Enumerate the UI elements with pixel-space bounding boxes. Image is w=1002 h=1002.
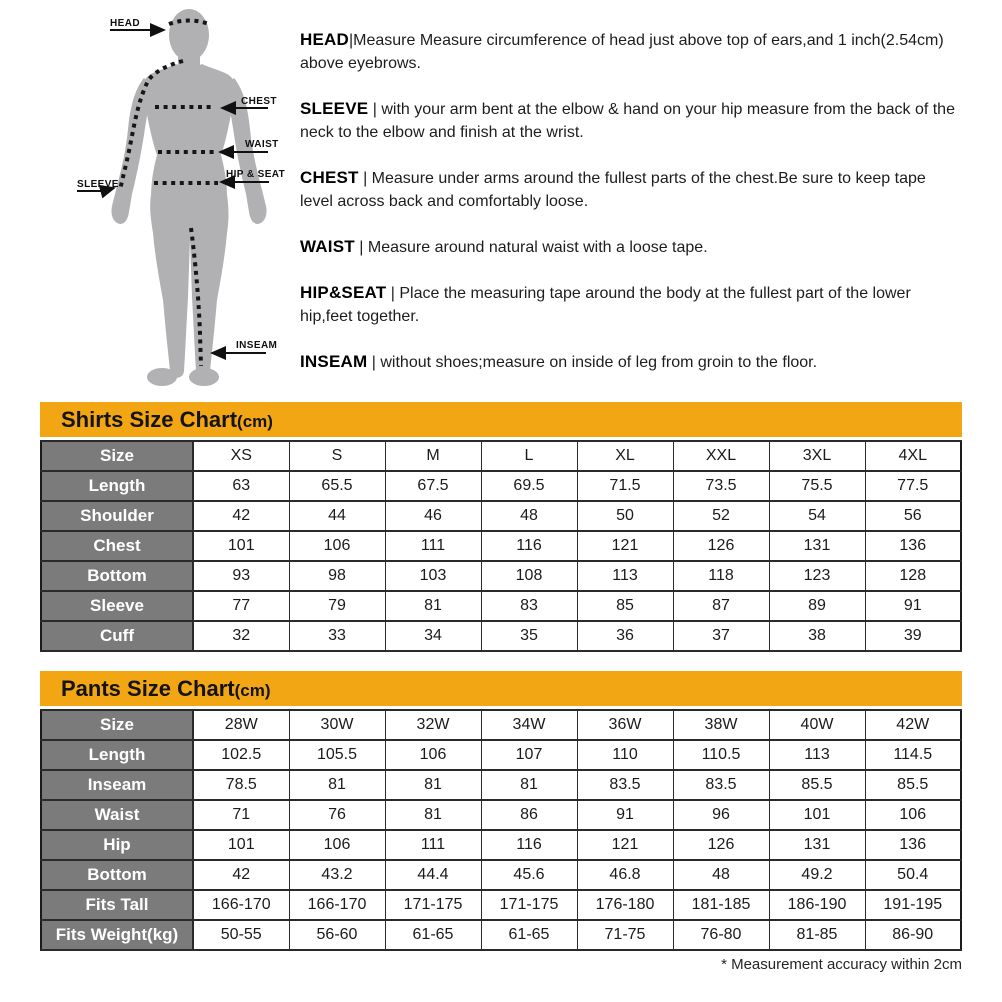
value-cell: 37 [673, 621, 769, 651]
value-cell: 35 [481, 621, 577, 651]
value-cell: 42 [193, 501, 289, 531]
value-cell: 111 [385, 531, 481, 561]
value-cell: 49.2 [769, 860, 865, 890]
value-cell: 101 [193, 531, 289, 561]
table-row [41, 591, 961, 621]
value-cell: 101 [193, 830, 289, 860]
definition-sleeve-text: with your arm bent at the elbow & hand on your hip measure from the back of the neck to the elbow and finish at the wrist. [300, 101, 955, 141]
value-cell: 89 [769, 591, 865, 621]
value-cell: 181-185 [673, 890, 769, 920]
human-silhouette [111, 9, 266, 386]
value-cell: XL [577, 441, 673, 471]
definition-head [300, 28, 960, 75]
table-row [41, 890, 961, 920]
pants-chart-title-unit: (cm) [234, 681, 271, 700]
definition-inseam [300, 350, 960, 374]
value-cell: 126 [673, 830, 769, 860]
value-cell: 54 [769, 501, 865, 531]
value-cell: 110.5 [673, 740, 769, 770]
inseam-label: INSEAM [236, 340, 278, 351]
value-cell: 56-60 [289, 920, 385, 950]
value-cell: 106 [385, 740, 481, 770]
pants-size-chart-section [40, 671, 962, 951]
value-cell: 176-180 [577, 890, 673, 920]
chest-label: CHEST [241, 96, 277, 107]
value-cell: 114.5 [865, 740, 961, 770]
value-cell: 61-65 [385, 920, 481, 950]
figure-legs [150, 195, 228, 378]
value-cell: 46 [385, 501, 481, 531]
value-cell: 38W [673, 710, 769, 740]
value-cell: 34W [481, 710, 577, 740]
value-cell: 39 [865, 621, 961, 651]
value-cell: 28W [193, 710, 289, 740]
value-cell: 96 [673, 800, 769, 830]
value-cell: M [385, 441, 481, 471]
definition-waist [300, 235, 960, 259]
definition-head-separator: | [348, 32, 354, 49]
body-measurement-diagram [54, 4, 299, 396]
table-row [41, 860, 961, 890]
row-label-cell: Hip [41, 830, 193, 860]
value-cell: 131 [769, 830, 865, 860]
row-label-cell: Length [41, 740, 193, 770]
figure-right-foot [189, 368, 219, 386]
value-cell: 121 [577, 531, 673, 561]
value-cell: 63 [193, 471, 289, 501]
sleeve-label: SLEEVE [77, 179, 119, 190]
row-label-cell: Inseam [41, 770, 193, 800]
head-callout [110, 18, 164, 30]
measurement-definitions [300, 28, 960, 396]
value-cell: 118 [673, 561, 769, 591]
value-cell: 32 [193, 621, 289, 651]
value-cell: L [481, 441, 577, 471]
table-row [41, 920, 961, 950]
value-cell: 40W [769, 710, 865, 740]
table-row [41, 501, 961, 531]
value-cell: 102.5 [193, 740, 289, 770]
value-cell: 4XL [865, 441, 961, 471]
value-cell: 73.5 [673, 471, 769, 501]
table-row [41, 800, 961, 830]
table-row [41, 710, 961, 740]
figure-left-foot [147, 368, 177, 386]
value-cell: 128 [865, 561, 961, 591]
value-cell: 105.5 [289, 740, 385, 770]
value-cell: 136 [865, 830, 961, 860]
value-cell: 86 [481, 800, 577, 830]
value-cell: 36 [577, 621, 673, 651]
value-cell: 43.2 [289, 860, 385, 890]
value-cell: 52 [673, 501, 769, 531]
table-row [41, 441, 961, 471]
value-cell: 121 [577, 830, 673, 860]
row-label-cell: Cuff [41, 621, 193, 651]
value-cell: 171-175 [481, 890, 577, 920]
value-cell: 85.5 [865, 770, 961, 800]
value-cell: 77.5 [865, 471, 961, 501]
row-label-cell: Length [41, 471, 193, 501]
definition-head-text: Measure Measure circumference of head just above top of ears,and 1 inch(2.54cm) above eyebrows. [300, 32, 944, 72]
value-cell: 107 [481, 740, 577, 770]
value-cell: 116 [481, 830, 577, 860]
value-cell: 171-175 [385, 890, 481, 920]
table-row [41, 830, 961, 860]
value-cell: 191-195 [865, 890, 961, 920]
value-cell: 61-65 [481, 920, 577, 950]
value-cell: 76-80 [673, 920, 769, 950]
value-cell: 83 [481, 591, 577, 621]
value-cell: 110 [577, 740, 673, 770]
table-row [41, 471, 961, 501]
definition-hip-seat-text: Place the measuring tape around the body at the fullest part of the lower hip,feet together. [300, 285, 911, 325]
pants-size-table [40, 709, 962, 951]
value-cell: 32W [385, 710, 481, 740]
definition-inseam-term: INSEAM [300, 352, 368, 371]
table-row [41, 740, 961, 770]
waist-label: WAIST [245, 139, 279, 150]
definition-chest-term: CHEST [300, 168, 359, 187]
table-row [41, 621, 961, 651]
value-cell: 111 [385, 830, 481, 860]
value-cell: 56 [865, 501, 961, 531]
definition-waist-separator: | [354, 239, 368, 256]
shirts-chart-title: Shirts Size Chart [61, 407, 238, 432]
value-cell: XXL [673, 441, 769, 471]
value-cell: 103 [385, 561, 481, 591]
value-cell: 81 [385, 800, 481, 830]
shirts-size-table [40, 440, 962, 652]
value-cell: 81-85 [769, 920, 865, 950]
definition-chest-text: Measure under arms around the fullest parts of the chest.Be sure to keep tape level across back and comfortably loose. [300, 170, 926, 210]
row-label-cell: Size [41, 710, 193, 740]
definition-sleeve [300, 97, 960, 144]
value-cell: 71.5 [577, 471, 673, 501]
value-cell: 106 [289, 531, 385, 561]
measurement-accuracy-footnote: * Measurement accuracy within 2cm [721, 956, 962, 973]
value-cell: 87 [673, 591, 769, 621]
value-cell: 48 [673, 860, 769, 890]
value-cell: 166-170 [289, 890, 385, 920]
table-row [41, 561, 961, 591]
shirts-size-chart-section [40, 402, 962, 652]
value-cell: 75.5 [769, 471, 865, 501]
value-cell: 136 [865, 531, 961, 561]
row-label-cell: Bottom [41, 561, 193, 591]
head-label: HEAD [110, 18, 140, 29]
value-cell: 79 [289, 591, 385, 621]
value-cell: 86-90 [865, 920, 961, 950]
shirts-chart-title-unit: (cm) [237, 412, 273, 431]
value-cell: 48 [481, 501, 577, 531]
value-cell: 76 [289, 800, 385, 830]
value-cell: 71-75 [577, 920, 673, 950]
row-label-cell: Size [41, 441, 193, 471]
value-cell: 67.5 [385, 471, 481, 501]
value-cell: 30W [289, 710, 385, 740]
value-cell: 113 [769, 740, 865, 770]
value-cell: 101 [769, 800, 865, 830]
definition-head-term: HEAD [300, 30, 349, 49]
table-row [41, 531, 961, 561]
pants-chart-title: Pants Size Chart [61, 676, 235, 701]
row-label-cell: Fits Tall [41, 890, 193, 920]
value-cell: 83.5 [673, 770, 769, 800]
value-cell: 45.6 [481, 860, 577, 890]
value-cell: 123 [769, 561, 865, 591]
value-cell: 83.5 [577, 770, 673, 800]
value-cell: 106 [865, 800, 961, 830]
value-cell: 85.5 [769, 770, 865, 800]
definition-chest-separator: | [358, 170, 372, 187]
value-cell: 38 [769, 621, 865, 651]
value-cell: 116 [481, 531, 577, 561]
row-label-cell: Sleeve [41, 591, 193, 621]
sleeve-callout [77, 179, 119, 191]
value-cell: 77 [193, 591, 289, 621]
definition-hip-seat-separator: | [386, 285, 400, 302]
value-cell: 81 [385, 591, 481, 621]
pants-chart-title-bar [40, 671, 962, 706]
value-cell: 46.8 [577, 860, 673, 890]
value-cell: 131 [769, 531, 865, 561]
value-cell: 81 [385, 770, 481, 800]
definition-inseam-text: without shoes;measure on inside of leg from groin to the floor. [380, 354, 818, 371]
value-cell: 81 [481, 770, 577, 800]
value-cell: 91 [577, 800, 673, 830]
table-row [41, 770, 961, 800]
value-cell: 3XL [769, 441, 865, 471]
value-cell: 50 [577, 501, 673, 531]
inseam-callout [212, 340, 277, 353]
value-cell: 91 [865, 591, 961, 621]
definition-waist-term: WAIST [300, 237, 355, 256]
row-label-cell: Waist [41, 800, 193, 830]
hip-seat-label: HIP & SEAT [226, 169, 286, 180]
value-cell: 166-170 [193, 890, 289, 920]
value-cell: 50-55 [193, 920, 289, 950]
row-label-cell: Fits Weight(kg) [41, 920, 193, 950]
value-cell: S [289, 441, 385, 471]
definition-waist-text: Measure around natural waist with a loose tape. [367, 239, 708, 256]
value-cell: 65.5 [289, 471, 385, 501]
figure-left-arm [111, 78, 151, 224]
shirts-chart-title-bar [40, 402, 962, 437]
figure-torso [142, 64, 236, 197]
value-cell: 106 [289, 830, 385, 860]
value-cell: 85 [577, 591, 673, 621]
definition-hip-seat-term: HIP&SEAT [300, 283, 387, 302]
value-cell: 42W [865, 710, 961, 740]
value-cell: 93 [193, 561, 289, 591]
row-label-cell: Shoulder [41, 501, 193, 531]
definition-chest [300, 166, 960, 213]
value-cell: 36W [577, 710, 673, 740]
value-cell: 44.4 [385, 860, 481, 890]
value-cell: 71 [193, 800, 289, 830]
definition-sleeve-term: SLEEVE [300, 99, 369, 118]
value-cell: 69.5 [481, 471, 577, 501]
value-cell: 113 [577, 561, 673, 591]
value-cell: 108 [481, 561, 577, 591]
value-cell: 42 [193, 860, 289, 890]
value-cell: 98 [289, 561, 385, 591]
value-cell: 78.5 [193, 770, 289, 800]
value-cell: 81 [289, 770, 385, 800]
row-label-cell: Chest [41, 531, 193, 561]
value-cell: 33 [289, 621, 385, 651]
definition-inseam-separator: | [367, 354, 381, 371]
value-cell: 186-190 [769, 890, 865, 920]
row-label-cell: Bottom [41, 860, 193, 890]
value-cell: XS [193, 441, 289, 471]
definition-hip-seat [300, 281, 960, 328]
definition-sleeve-separator: | [368, 101, 382, 118]
value-cell: 126 [673, 531, 769, 561]
value-cell: 44 [289, 501, 385, 531]
value-cell: 50.4 [865, 860, 961, 890]
value-cell: 34 [385, 621, 481, 651]
